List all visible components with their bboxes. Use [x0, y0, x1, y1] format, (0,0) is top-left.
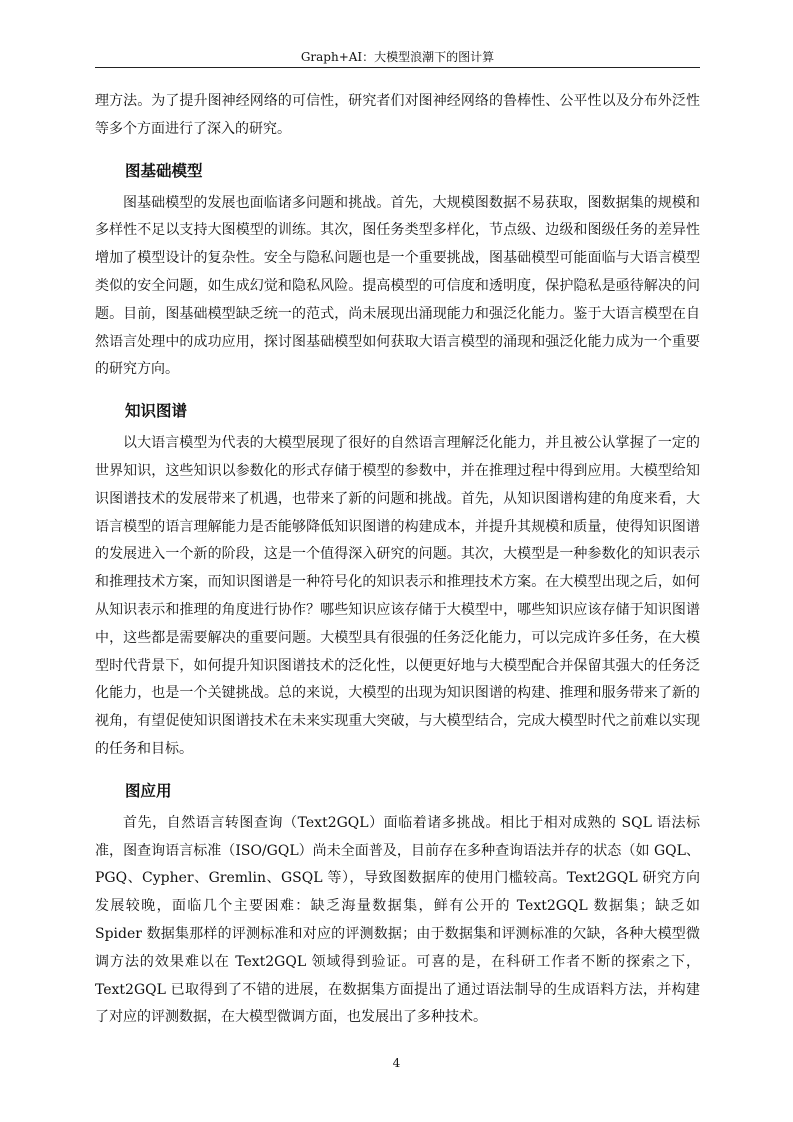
heading-graph-foundation-model: 图基础模型 — [125, 161, 203, 180]
page-body — [95, 88, 700, 1032]
page-number: 4 — [392, 1056, 401, 1070]
heading-graph-application: 图应用 — [125, 781, 172, 800]
header-rule — [95, 67, 700, 68]
heading-knowledge-graph: 知识图谱 — [125, 402, 188, 421]
graph-application-paragraph: 首先，自然语言转图查询（Text2GQL）面临着诸多挑战。相比于相对成熟的 SQL 语法标准，图查询语言标准（ISO/GQL）尚未全面普及，目前存在多种查询语法并存的状态（如 GQL、PGQ、Cypher、Gremlin、GSQL 等），导致图数据库的使用门槛较高。Text2GQL 研究方向发展较晚，面临几个主要困难：缺乏海量数据集，鲜有公开的 Text2GQL 数据集；缺乏如 Spider 数据集那样的评测标准和对应的评测数据；由于数据集和评测标准的欠缺，各种大模型微调方法的效果难以在 Text2GQL 领域得到验证。可喜的是，在科研工作者不断的探索之下，Text2GQL 已取得到了不错的进展，在数据集方面提出了通过语法制导的生成语料方法，并构建了对应的评测数据，在大模型微调方面，也发展出了多种技术。 — [95, 814, 700, 1026]
intro-continued-paragraph: 理方法。为了提升图神经网络的可信性，研究者们对图神经网络的鲁棒性、公平性以及分布外泛性等多个方面进行了深入的研究。 — [95, 93, 700, 137]
graph-foundation-paragraph: 图基础模型的发展也面临诸多问题和挑战。首先，大规模图数据不易获取，图数据集的规模和多样性不足以支持大图模型的训练。其次，图任务类型多样化，节点级、边级和图级任务的差异性增加了模型设计的复杂性。安全与隐私问题也是一个重要挑战，图基础模型可能面临与大语言模型类似的安全问题，如生成幻觉和隐私风险。提高模型的可信度和透明度，保护隐私是亟待解决的问题。目前，图基础模型缺乏统一的范式，尚未展现出涌现能力和强泛化能力。鉴于大语言模型在自然语言处理中的成功应用，探讨图基础模型如何获取大语言模型的涌现和强泛化能力成为一个重要的研究方向。 — [95, 194, 700, 378]
running-header: Graph+AI：大模型浪潮下的图计算 — [300, 50, 495, 64]
knowledge-graph-paragraph: 以大语言模型为代表的大模型展现了很好的自然语言理解泛化能力，并且被公认掌握了一定的世界知识，这些知识以参数化的形式存储于模型的参数中，并在推理过程中得到应用。大模型给知识图谱技术的发展带来了机遇，也带来了新的问题和挑战。首先，从知识图谱构建的角度来看，大语言模型的语言理解能力是否能够降低知识图谱的构建成本，并提升其规模和质量，使得知识图谱的发展进入一个新的阶段，这是一个值得深入研究的问题。其次，大模型是一种参数化的知识表示和推理技术方案，而知识图谱是一种符号化的知识表示和推理技术方案。在大模型出现之后，如何从知识表示和推理的角度进行协作？哪些知识应该存储于大模型中，哪些知识应该存储于知识图谱中，这些都是需要解决的重要问题。大模型具有很强的任务泛化能力，可以完成许多任务，在大模型时代背景下，如何提升知识图谱技术的泛化性，以便更好地与大模型配合并保留其强大的任务泛化能力，也是一个关键挑战。总的来说，大模型的出现为知识图谱的构建、推理和服务带来了新的视角，有望促使知识图谱技术在未来实现重大突破，与大模型结合，完成大模型时代之前难以实现的任务和目标。 — [95, 435, 700, 757]
